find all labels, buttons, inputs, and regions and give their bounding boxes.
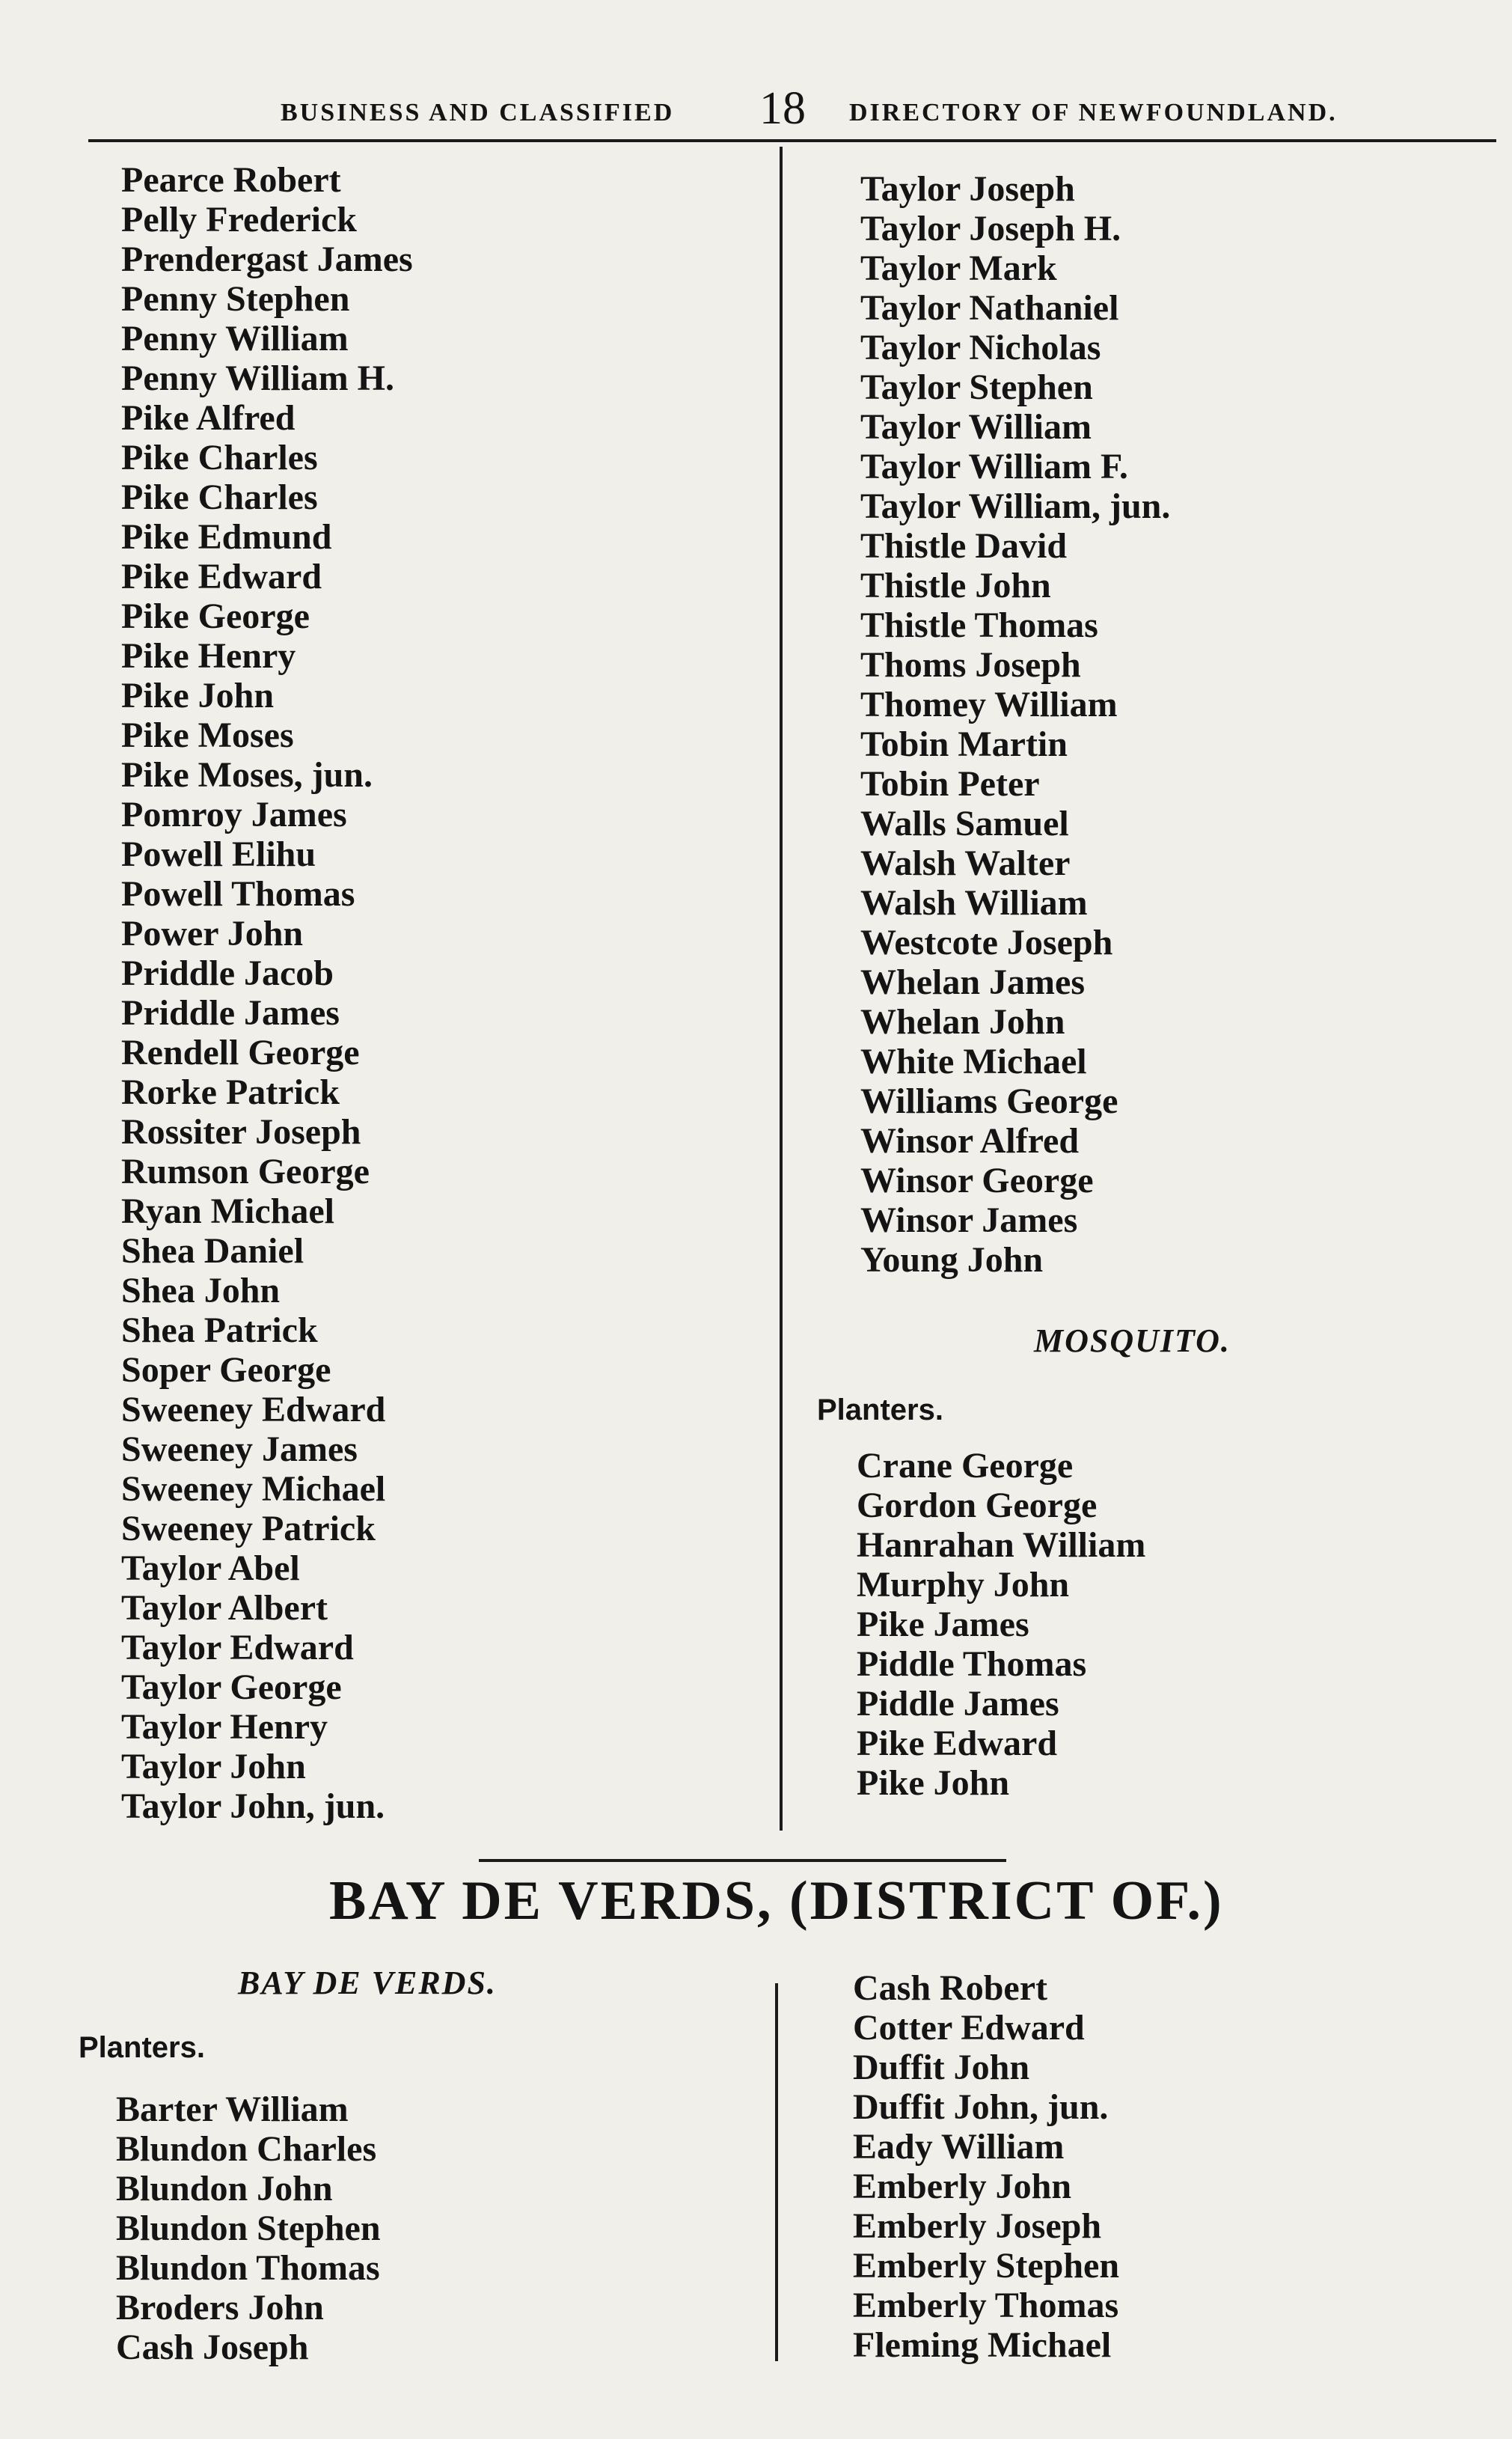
list-item: Taylor William: [860, 407, 1092, 447]
bay-de-verds-column-2: [853, 1968, 1119, 2365]
list-item: Shea John: [121, 1271, 281, 1310]
list-item: Pike Edward: [857, 1724, 1058, 1763]
list-item: Pelly Frederick: [121, 200, 357, 239]
list-item: Pike Henry: [121, 636, 296, 676]
list-item: Soper George: [121, 1350, 331, 1390]
list-item: Broders John: [116, 2288, 324, 2327]
list-item: Pike Moses: [121, 715, 294, 755]
list-item: Thomey William: [860, 685, 1118, 724]
list-item: Taylor Albert: [121, 1588, 328, 1628]
bay-de-verds-column-1: [116, 2090, 381, 2367]
list-item: Winsor James: [860, 1200, 1078, 1240]
list-item: Rumson George: [121, 1152, 370, 1191]
list-item: Powell Elihu: [121, 834, 316, 874]
names-column-2: [860, 169, 1170, 1280]
list-item: Murphy John: [857, 1565, 1070, 1605]
list-item: Emberly Stephen: [853, 2246, 1120, 2286]
list-item: Crane George: [857, 1446, 1074, 1486]
section-divider-rule: [479, 1859, 1006, 1862]
list-item: Taylor Henry: [121, 1707, 328, 1747]
list-item: Sweeney James: [121, 1429, 358, 1469]
header-right-title: DIRECTORY OF NEWFOUNDLAND.: [849, 99, 1338, 126]
list-item: Winsor George: [860, 1161, 1094, 1200]
list-item: Pike Alfred: [121, 398, 296, 438]
list-item: Rendell George: [121, 1033, 360, 1072]
list-item: Thistle John: [860, 566, 1051, 605]
list-item: Prendergast James: [121, 239, 413, 279]
list-item: Young John: [860, 1240, 1044, 1280]
list-item: Barter William: [116, 2090, 349, 2129]
list-item: White Michael: [860, 1042, 1087, 1081]
list-item: Pearce Robert: [121, 160, 341, 200]
list-item: Tobin Martin: [860, 724, 1068, 764]
list-item: Gordon George: [857, 1486, 1098, 1525]
list-item: Priddle Jacob: [121, 953, 334, 993]
list-item: Shea Patrick: [121, 1310, 318, 1350]
list-item: Taylor Nicholas: [860, 328, 1101, 367]
list-item: Penny Stephen: [121, 279, 350, 319]
column-divider-top: [780, 147, 783, 1831]
list-item: Shea Daniel: [121, 1231, 304, 1271]
list-item: Emberly Joseph: [853, 2206, 1102, 2246]
list-item: Winsor Alfred: [860, 1121, 1080, 1161]
list-item: Westcote Joseph: [860, 923, 1113, 962]
list-item: Sweeney Michael: [121, 1469, 386, 1509]
list-item: Piddle James: [857, 1684, 1059, 1724]
list-item: Whelan James: [860, 962, 1085, 1002]
names-column-1: [121, 160, 413, 1826]
list-item: Priddle James: [121, 993, 340, 1033]
bay-de-verds-planters-label: Planters.: [79, 2031, 205, 2064]
list-item: Blundon John: [116, 2169, 333, 2208]
list-item: Pike George: [121, 596, 310, 636]
list-item: Penny William H.: [121, 358, 394, 398]
mosquito-planters-label: Planters.: [817, 1394, 943, 1426]
list-item: Rorke Patrick: [121, 1072, 340, 1112]
list-item: Pike Moses, jun.: [121, 755, 373, 795]
list-item: Powell Thomas: [121, 874, 355, 914]
list-item: Walsh Walter: [860, 843, 1071, 883]
list-item: Taylor Stephen: [860, 367, 1093, 407]
list-item: Duffit John, jun.: [853, 2087, 1109, 2127]
list-item: Pomroy James: [121, 795, 347, 834]
list-item: Taylor William F.: [860, 447, 1128, 486]
list-item: Sweeney Patrick: [121, 1509, 376, 1548]
list-item: Taylor John: [121, 1747, 306, 1786]
column-divider-bottom: [775, 1983, 778, 2361]
list-item: Pike John: [857, 1763, 1010, 1803]
list-item: Taylor Nathaniel: [860, 288, 1119, 328]
list-item: Penny William: [121, 319, 349, 358]
list-item: Sweeney Edward: [121, 1390, 386, 1429]
list-item: Ryan Michael: [121, 1191, 334, 1231]
mosquito-names: [857, 1446, 1145, 1803]
list-item: Taylor Joseph: [860, 169, 1075, 209]
list-item: Cash Robert: [853, 1968, 1047, 2008]
list-item: Emberly Thomas: [853, 2286, 1119, 2325]
list-item: Taylor Abel: [121, 1548, 300, 1588]
list-item: Blundon Stephen: [116, 2208, 381, 2248]
list-item: Blundon Charles: [116, 2129, 377, 2169]
header-rule: [88, 139, 1496, 142]
bay-de-verds-heading: BAY DE VERDS.: [238, 1965, 497, 2001]
list-item: Power John: [121, 914, 304, 953]
list-item: Whelan John: [860, 1002, 1065, 1042]
list-item: Blundon Thomas: [116, 2248, 380, 2288]
list-item: Williams George: [860, 1081, 1118, 1121]
page-number: 18: [759, 83, 806, 134]
list-item: Taylor William, jun.: [860, 486, 1171, 526]
list-item: Walls Samuel: [860, 804, 1069, 843]
district-heading: BAY DE VERDS, (DISTRICT OF.): [329, 1870, 1224, 1932]
list-item: Cotter Edward: [853, 2008, 1085, 2048]
list-item: Duffit John: [853, 2048, 1030, 2087]
list-item: Walsh William: [860, 883, 1088, 923]
list-item: Fleming Michael: [853, 2325, 1112, 2365]
list-item: Cash Joseph: [116, 2327, 309, 2367]
list-item: Hanrahan William: [857, 1525, 1146, 1565]
list-item: Pike Charles: [121, 438, 318, 477]
list-item: Taylor George: [121, 1667, 342, 1707]
list-item: Piddle Thomas: [857, 1644, 1087, 1684]
list-item: Pike Edmund: [121, 517, 332, 557]
list-item: Taylor Edward: [121, 1628, 354, 1667]
list-item: Thistle David: [860, 526, 1068, 566]
page-header: [90, 82, 1422, 142]
header-left-title: BUSINESS AND CLASSIFIED: [281, 99, 675, 126]
list-item: Pike John: [121, 676, 275, 715]
list-item: Thoms Joseph: [860, 645, 1081, 685]
list-item: Rossiter Joseph: [121, 1112, 361, 1152]
list-item: Emberly John: [853, 2167, 1072, 2206]
list-item: Pike Charles: [121, 477, 318, 517]
list-item: Pike Edward: [121, 557, 322, 596]
list-item: Taylor John, jun.: [121, 1786, 385, 1826]
list-item: Pike James: [857, 1605, 1029, 1644]
list-item: Eady William: [853, 2127, 1065, 2167]
mosquito-heading: MOSQUITO.: [1034, 1322, 1231, 1359]
list-item: Taylor Mark: [860, 248, 1057, 288]
list-item: Tobin Peter: [860, 764, 1040, 804]
list-item: Taylor Joseph H.: [860, 209, 1121, 248]
list-item: Thistle Thomas: [860, 605, 1098, 645]
